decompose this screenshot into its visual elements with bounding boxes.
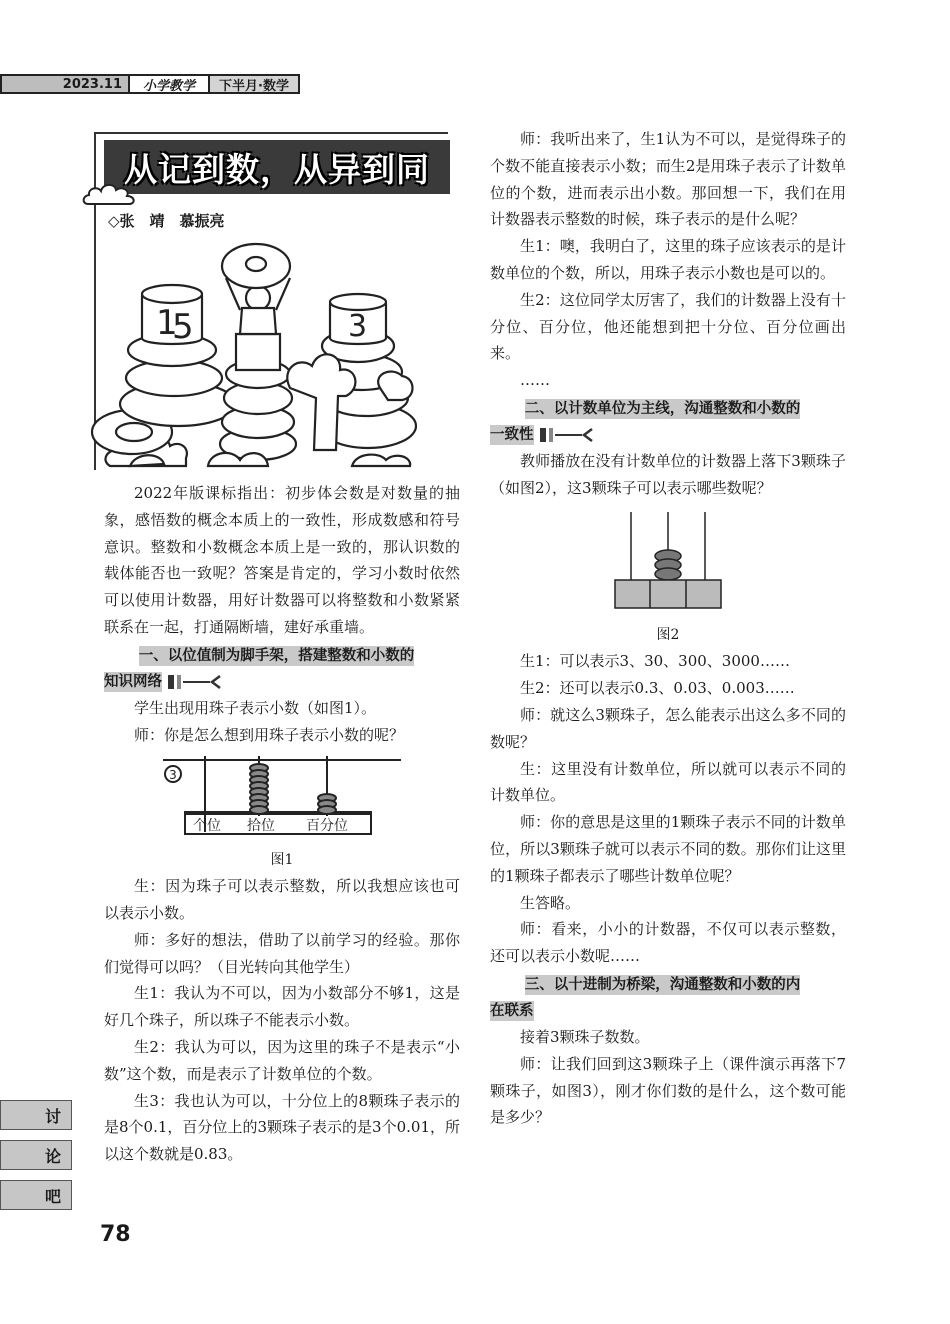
- magazine-name: 小学教学: [128, 76, 210, 92]
- section-heading-2-line2: 一致性: [490, 426, 534, 443]
- sidebar-tab: 吧: [0, 1180, 72, 1210]
- paragraph: 教师播放在没有计数单位的计数器上落下3颗珠子（如图2），这3颗珠子可以表示哪些数呢？: [490, 451, 846, 497]
- header-bar: [0, 74, 300, 94]
- cloud-icon: [80, 176, 140, 210]
- section-heading-3: [490, 972, 846, 1024]
- right-column: [490, 126, 846, 1131]
- paragraph: 师：我听出来了，生1认为不可以，是觉得珠子的个数不能直接表示小数；而生2是用珠子表示了计数单位的个数，进而表示出小数。那回想一下，我们在用计数器表示整数的时候，珠子表示的是什么呢？: [490, 130, 846, 229]
- paragraph: 生3：我也认为可以，十分位上的8颗珠子表示的是8个0.1，百分位上的3颗珠子表示的是3个0.01，所以这个数就是0.83。: [104, 1091, 460, 1164]
- paragraph: 师：你的意思是这里的1颗珠子表示不同的计数单位，所以3颗珠子就可以表示不同的数。那你们让这里的1颗珠子都表示了哪些计数单位呢？: [490, 813, 846, 885]
- figure-1-label: 百分位: [306, 818, 348, 835]
- abacus-figure-2: [613, 508, 723, 612]
- title-box: [104, 140, 450, 194]
- paragraph: 生答略。: [520, 893, 581, 912]
- paragraph: 生2：我认为可以，因为这里的珠子不是表示“小数”这个数，而是表示了计数单位的个数。: [104, 1037, 460, 1083]
- section-heading-2: [490, 396, 846, 448]
- intro-paragraph: 2022年版课标指出：初步体会数是对数量的抽象，感悟数的概念本质上的一致性，形成数感和符号意识。整数和小数概念本质上是一致的，那认识数的载体能否也一致呢？答案是肯定的，学习小数时依然可以使用计数器，用好计数器可以将整数和小数紧紧联系在一起，打通隔断墙，建好承重墙。: [104, 484, 460, 636]
- section-heading-1: [104, 643, 460, 695]
- paragraph: 生：因为珠子可以表示整数，所以我想应该也可以表示小数。: [104, 877, 460, 922]
- paragraph: 师：看来，小小的计数器，不仅可以表示整数，还可以表示小数呢……: [490, 920, 846, 966]
- paragraph: 生2：这位同学太厉害了，我们的计数器上没有十分位、百分位，他还能想到把十分位、百分位画出来。: [490, 290, 846, 363]
- figure-1-caption: 图1: [270, 852, 294, 869]
- issue-label: 下半月·数学: [210, 76, 298, 92]
- paragraph: 生1：噢，我明白了，这里的珠子应该表示的是计数单位的个数，所以，用珠子表示小数也是可以的。: [490, 237, 846, 282]
- paragraph: 生2：还可以表示0.3、0.03、0.003……: [520, 679, 795, 698]
- sidebar-tab: 论: [0, 1140, 72, 1170]
- section-heading-3-line1: 三、以十进制为桥梁，沟通整数和小数的内: [524, 976, 801, 993]
- section-heading-3-line2: 在联系: [490, 1002, 534, 1019]
- article-authors: ◇张 靖 慕振亮: [108, 212, 225, 230]
- paragraph: 师：让我们回到这3颗珠子上（课件演示再落下7颗珠子，如图3），刚才你们数的是什么，这个数可能是多少？: [490, 1054, 846, 1127]
- svg-text:1: 1: [156, 303, 178, 343]
- paragraph: 生：这里没有计数单位，所以就可以表示不同的计数单位。: [490, 759, 846, 805]
- paragraph: 师：就这么3颗珠子，怎么能表示出这么多不同的数呢？: [490, 705, 846, 751]
- ellipsis: ……: [520, 371, 550, 390]
- section-marker-icon: [168, 674, 224, 690]
- paragraph: 生1：我认为不可以，因为小数部分不够1，这是好几个珠子，所以珠子不能表示小数。: [104, 984, 460, 1030]
- section-heading-1-line1: 一、以位值制为脚手架，搭建整数和小数的: [138, 647, 415, 664]
- svg-text:3: 3: [348, 309, 368, 344]
- sidebar-tab: 讨: [0, 1100, 72, 1130]
- figure-1-label: 拾位: [247, 818, 275, 835]
- section-heading-1-line2: 知识网络: [104, 673, 162, 690]
- paragraph: 接着3颗珠子数数。: [520, 1027, 650, 1046]
- article-title: 从记到数，从异到同: [124, 149, 430, 189]
- figure-1-circle-label: 3: [169, 768, 177, 783]
- figure-2: [490, 508, 846, 621]
- figure-1: [104, 754, 460, 845]
- paragraph: 生1：可以表示3、30、300、3000……: [520, 652, 790, 671]
- issue-date: 2023.11: [2, 76, 128, 92]
- section-marker-icon: [540, 427, 596, 443]
- figure-2-caption: 图2: [656, 627, 680, 644]
- paragraph: 师：多好的想法，借助了以前学习的经验。那你们觉得可以吗？（目光转向其他学生）: [104, 930, 460, 976]
- paragraph: 学生出现用珠子表示小数（如图1）。: [134, 698, 377, 717]
- section-heading-2-line1: 二、以计数单位为主线，沟通整数和小数的: [524, 400, 801, 417]
- figure-1-label: 个位: [193, 818, 221, 835]
- paragraph: 师：你是怎么想到用珠子表示小数的呢？: [134, 725, 405, 744]
- illustration: [90, 238, 420, 470]
- left-column: [104, 480, 460, 1168]
- abacus-figure-1: [161, 754, 403, 836]
- page-number: 78: [100, 1222, 131, 1247]
- svg-text:5: 5: [172, 307, 194, 347]
